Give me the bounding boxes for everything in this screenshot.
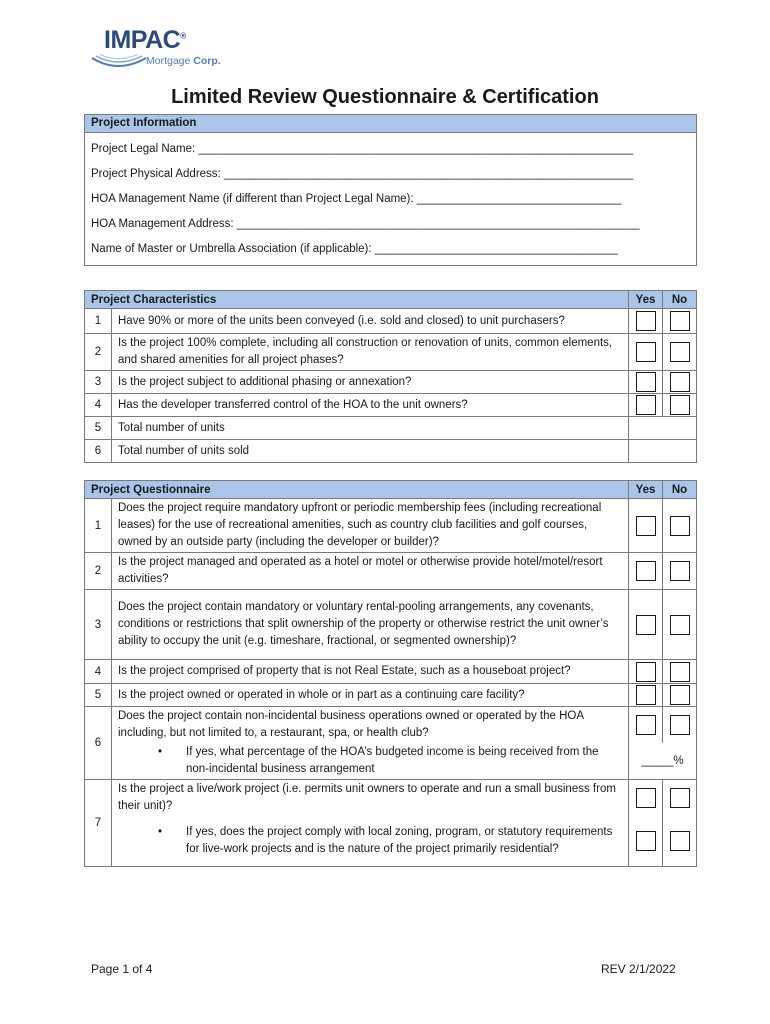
- hoa-management-name-field[interactable]: HOA Management Name (if different than Project Legal Name): ________________________________: [91, 193, 622, 205]
- no-checkbox[interactable]: [670, 831, 690, 851]
- no-checkbox[interactable]: [670, 342, 690, 362]
- row-number: 2: [85, 334, 112, 371]
- logo-subtitle: Mortgage Corp.: [146, 55, 221, 67]
- no-checkbox[interactable]: [670, 715, 690, 735]
- no-checkbox[interactable]: [670, 685, 690, 705]
- yes-checkbox[interactable]: [636, 342, 656, 362]
- table-row: [85, 417, 697, 440]
- row-number: 4: [85, 394, 112, 417]
- question-text: Does the project contain mandatory or voluntary rental-pooling arrangements, any covenants, conditions or restrictions that split ownership of the property or otherwise restrict the unit owner’s ability to occupy the unit (e.g. timeshare, fractional, or segmented ownership)?: [112, 590, 629, 660]
- company-logo: [90, 26, 230, 76]
- yes-checkbox[interactable]: [636, 311, 656, 331]
- question-text: Is the project comprised of property that is not Real Estate, such as a houseboat project?: [112, 660, 629, 684]
- yes-column-header: Yes: [629, 481, 663, 499]
- project-characteristics-table: [84, 290, 697, 463]
- row-number: 3: [85, 371, 112, 394]
- question-text: Is the project owned or operated in whole or in part as a continuing care facility?: [112, 684, 629, 707]
- sub-question: • If yes, what percentage of the HOA’s budgeted income is being received from the non-incidental business arrangement: [118, 744, 622, 778]
- question-text: Is the project 100% complete, including all construction or renovation of units, common elements, and shared amenities for all project phases?: [112, 334, 629, 371]
- row-number: 1: [85, 309, 112, 334]
- row-number: 6: [85, 440, 112, 463]
- sub-question: • If yes, does the project comply with local zoning, program, or statutory requirements for live-work projects and is the nature of the project primarily residential?: [118, 824, 622, 858]
- question-text: Total number of units sold: [112, 440, 629, 463]
- no-column-header: No: [663, 481, 697, 499]
- row-number: 2: [85, 553, 112, 590]
- no-checkbox[interactable]: [670, 561, 690, 581]
- table-row: [85, 334, 697, 371]
- question-text: Have 90% or more of the units been conveyed (i.e. sold and closed) to unit purchasers?: [112, 309, 629, 334]
- project-legal-name-field[interactable]: Project Legal Name: ____________________________________________________________________: [91, 143, 634, 155]
- row-number: 1: [85, 499, 112, 553]
- project-information-header: Project Information: [85, 115, 696, 133]
- no-checkbox[interactable]: [670, 516, 690, 536]
- table-row: [85, 553, 697, 590]
- yes-checkbox[interactable]: [636, 561, 656, 581]
- table-row: [85, 590, 697, 660]
- no-checkbox[interactable]: [670, 788, 690, 808]
- table-row: [85, 743, 697, 780]
- page-title: Limited Review Questionnaire & Certification: [171, 86, 599, 108]
- project-questionnaire-table: [84, 480, 697, 867]
- row-number: 5: [85, 417, 112, 440]
- table-row: [85, 780, 697, 817]
- table-row: [85, 499, 697, 553]
- revision-date: REV 2/1/2022: [601, 962, 676, 976]
- sub-question-text: If yes, does the project comply with local zoning, program, or statutory requirements for live-work projects and is the nature of the project primarily residential?: [186, 825, 613, 855]
- question-text: Total number of units: [112, 417, 629, 440]
- logo-swoosh-icon: [90, 54, 148, 72]
- hoa-management-address-field[interactable]: HOA Management Address: _______________________________________________________________: [91, 218, 640, 230]
- yes-checkbox[interactable]: [636, 395, 656, 415]
- yes-checkbox[interactable]: [636, 516, 656, 536]
- logo-wordmark: IMPAC®: [104, 26, 186, 54]
- no-checkbox[interactable]: [670, 372, 690, 392]
- project-physical-address-field[interactable]: Project Physical Address: ________________________________________________________________: [91, 168, 634, 180]
- characteristics-header: Project Characteristics: [85, 291, 629, 309]
- row-number: 7: [85, 780, 112, 867]
- no-checkbox[interactable]: [670, 615, 690, 635]
- question-text: Has the developer transferred control of the HOA to the unit owners?: [112, 394, 629, 417]
- questionnaire-header: Project Questionnaire: [85, 481, 629, 499]
- master-association-field[interactable]: Name of Master or Umbrella Association (if applicable): ______________________________________: [91, 243, 618, 255]
- table-row: [85, 684, 697, 707]
- yes-checkbox[interactable]: [636, 662, 656, 682]
- table-row: [85, 371, 697, 394]
- sub-question-text: If yes, what percentage of the HOA’s budgeted income is being received from the non-incidental business arrangement: [186, 746, 599, 775]
- row-number: 5: [85, 684, 112, 707]
- yes-checkbox[interactable]: [636, 831, 656, 851]
- question-text: Is the project managed and operated as a hotel or motel or otherwise provide hotel/motel/resort activities?: [112, 553, 629, 590]
- yes-checkbox[interactable]: [636, 715, 656, 735]
- percentage-input[interactable]: _____%: [629, 743, 697, 780]
- question-text: Is the project subject to additional phasing or annexation?: [112, 371, 629, 394]
- yes-checkbox[interactable]: [636, 685, 656, 705]
- project-information-section: [84, 114, 697, 266]
- yes-column-header: Yes: [629, 291, 663, 309]
- page-number: Page 1 of 4: [91, 962, 153, 976]
- no-checkbox[interactable]: [670, 311, 690, 331]
- yes-checkbox[interactable]: [636, 372, 656, 392]
- table-row: [85, 440, 697, 463]
- yes-checkbox[interactable]: [636, 615, 656, 635]
- table-row: [85, 660, 697, 684]
- question-text: Does the project require mandatory upfront or periodic membership fees (including recreational leases) for the use of recreational amenities, such as country club facilities and golf courses, owned by an outside party (including the developer or builder)?: [112, 499, 629, 553]
- question-text: Is the project a live/work project (i.e. permits unit owners to operate and run a small business from their unit)?: [112, 780, 629, 817]
- row-number: 3: [85, 590, 112, 660]
- no-checkbox[interactable]: [670, 395, 690, 415]
- no-checkbox[interactable]: [670, 662, 690, 682]
- table-row: [85, 394, 697, 417]
- question-text: Does the project contain non-incidental business operations owned or operated by the HOA including, but not limited to, a restaurant, spa, or health club?: [112, 707, 629, 744]
- table-row: [85, 707, 697, 744]
- table-row: [85, 309, 697, 334]
- table-row: [85, 816, 697, 866]
- yes-checkbox[interactable]: [636, 788, 656, 808]
- row-number: 6: [85, 707, 112, 780]
- no-column-header: No: [663, 291, 697, 309]
- total-units-sold-input[interactable]: [629, 440, 697, 463]
- row-number: 4: [85, 660, 112, 684]
- total-units-input[interactable]: [629, 417, 697, 440]
